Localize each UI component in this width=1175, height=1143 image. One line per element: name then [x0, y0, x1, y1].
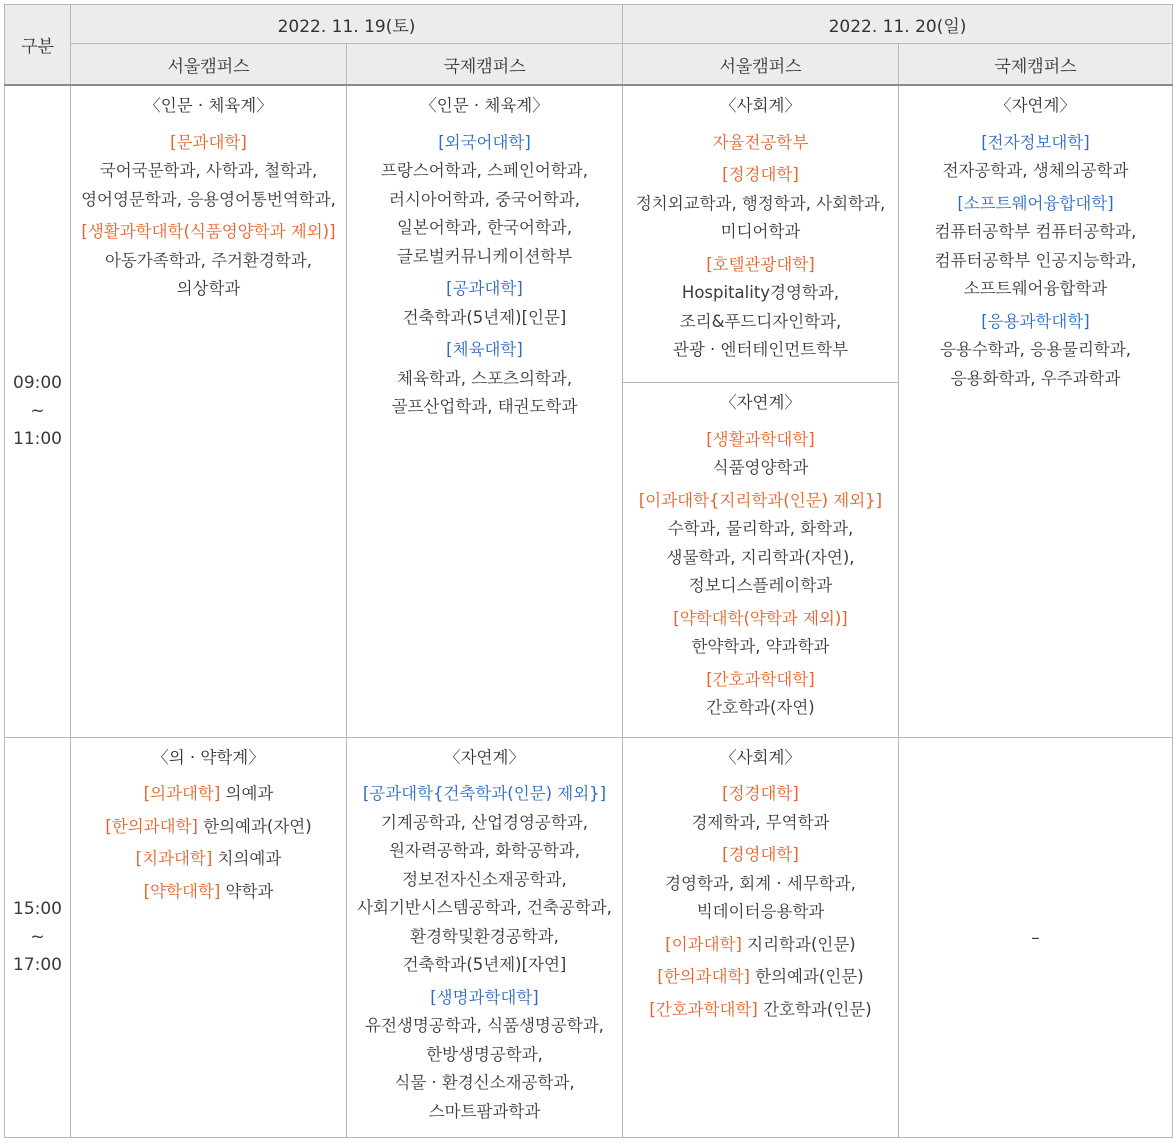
- college-name: [공과대학{건축학과(인문) 제외}]: [362, 784, 607, 803]
- schedule-cell: [71, 737, 347, 1137]
- schedule-subcell: [623, 382, 898, 727]
- college-name: [의과대학]: [143, 784, 221, 803]
- college-name: [약학대학]: [143, 881, 221, 901]
- schedule-subcell: [623, 86, 898, 382]
- department-line: 체육학과, 스포츠의학과,: [396, 368, 573, 388]
- exam-schedule-table: [4, 4, 1173, 1138]
- department-line: 한약학과, 약과학과: [691, 637, 830, 656]
- schedule-row: [5, 737, 1173, 1137]
- campus-header-1: 서울캠퍼스: [71, 44, 347, 86]
- department-text: 약학과: [220, 881, 274, 901]
- group-heading: 〈자연계〉: [720, 393, 801, 412]
- department-line: 사회기반시스템공학과, 건축공학과,: [357, 898, 612, 917]
- department-line: 간호학과(자연): [706, 698, 815, 717]
- time-text: 15:00: [13, 899, 62, 919]
- department-line: 조리&푸드디자인학과,: [679, 311, 842, 331]
- department-line: 러시아어학과, 중국어학과,: [388, 189, 581, 209]
- department-line: 환경학및환경공학과,: [410, 926, 559, 946]
- department-line: 골프산업학과, 태권도학과: [391, 397, 578, 416]
- department-line: 미디어학과: [720, 222, 801, 241]
- department-line: 건축학과(5년제)[자연]: [402, 955, 567, 974]
- department-line: 스마트팜과학과: [428, 1101, 541, 1121]
- department-line: 아동가족학과, 주거환경학과,: [104, 250, 312, 270]
- campus-header-3: 서울캠퍼스: [623, 44, 899, 86]
- department-line: 국어국문학과, 사학과, 철학과,: [99, 161, 318, 180]
- empty-dash: –: [1031, 927, 1040, 947]
- department-line: 빅데이터응용학과: [696, 902, 825, 921]
- schedule-row: [5, 85, 1173, 737]
- college-name: [간호과학대학]: [706, 669, 815, 689]
- college-inline-line: [625, 963, 896, 992]
- group-heading: 〈자연계〉: [444, 747, 525, 767]
- time-text: 09:00: [13, 373, 62, 394]
- time-text: ~: [30, 927, 45, 947]
- college-name: [이과대학{지리학과(인문) 제외}]: [638, 490, 883, 510]
- schedule-cell: [71, 85, 347, 737]
- department-text: 지리학과(인문): [741, 934, 856, 954]
- college-name: [치과대학]: [135, 849, 213, 868]
- department-line: 정보디스플레이학과: [688, 576, 833, 595]
- college-name: [생활과학대학]: [706, 429, 815, 449]
- time-text: ~: [30, 401, 45, 422]
- group-heading: 〈의 · 약학계〉: [152, 747, 265, 767]
- schedule-cell: [899, 85, 1173, 737]
- college-name: [약학대학(약학과 제외)]: [673, 608, 848, 628]
- department-line: 정치외교학과, 행정학과, 사회학과,: [635, 193, 886, 213]
- date-header-2: 2022. 11. 20(일): [623, 5, 1173, 44]
- schedule-cell: [347, 737, 623, 1137]
- department-line: 원자력공학과, 화학공학과,: [388, 841, 581, 860]
- schedule-cell: [347, 85, 623, 737]
- college-name: [간호과학대학]: [649, 999, 758, 1019]
- schedule-cell: [623, 737, 899, 1137]
- college-name: [공과대학]: [446, 279, 523, 298]
- college-inline-line: [73, 813, 344, 842]
- college-inline-line: [625, 931, 896, 960]
- college-name: [소프트웨어융합대학]: [957, 193, 1114, 213]
- department-line: 전자공학과, 생체의공학과: [942, 161, 1129, 180]
- department-line: 응용화학과, 우주과학과: [950, 368, 1121, 388]
- department-line: 식물 · 환경신소재공학과,: [394, 1073, 575, 1092]
- department-line: 경제학과, 무역학과: [691, 812, 830, 832]
- college-name: [경영대학]: [722, 845, 799, 864]
- department-text: 한의예과(인문): [749, 967, 864, 986]
- college-name: [체육대학]: [446, 340, 523, 359]
- time-cell: [5, 737, 71, 1137]
- college-name: [문과대학]: [170, 132, 247, 152]
- department-line: 생물학과, 지리학과(자연),: [666, 547, 855, 567]
- college-name: [호텔관광대학]: [706, 254, 815, 274]
- department-line: 경영학과, 회계 · 세무학과,: [665, 873, 856, 893]
- group-heading: 〈인문 · 체육계〉: [420, 96, 549, 115]
- college-inline-line: [73, 878, 344, 907]
- campus-header-4: 국제캠퍼스: [899, 44, 1173, 86]
- department-line: 일본어학과, 한국어학과,: [396, 218, 573, 237]
- schedule-cell: [899, 737, 1173, 1137]
- group-heading: 〈인문 · 체육계〉: [144, 96, 273, 115]
- category-header: 구분: [5, 5, 71, 86]
- college-name: [외국어대학]: [438, 132, 531, 152]
- schedule-cell: [623, 85, 899, 737]
- college-inline-line: [73, 780, 344, 809]
- college-name: [정경대학]: [722, 165, 799, 184]
- college-name: [생활과학대학(식품영양학과 제외)]: [81, 222, 336, 241]
- date-header-1: 2022. 11. 19(토): [71, 5, 623, 44]
- department-line: 유전생명공학과, 식품생명공학과,: [365, 1016, 604, 1035]
- department-line: Hospitality경영학과,: [681, 283, 840, 302]
- college-name: [정경대학]: [722, 784, 799, 803]
- time-text: 11:00: [13, 429, 62, 450]
- department-text: 의예과: [220, 784, 274, 803]
- department-text: 간호학과(인문): [757, 999, 872, 1019]
- department-line: 관광 · 엔터테인먼트학부: [672, 340, 849, 359]
- campus-header-2: 국제캠퍼스: [347, 44, 623, 86]
- department-line: 컴퓨터공학부 인공지능학과,: [934, 250, 1137, 270]
- group-heading: 〈사회계〉: [720, 96, 801, 115]
- time-cell: [5, 85, 71, 737]
- college-name: [응용과학대학]: [981, 311, 1090, 331]
- group-heading: 〈자연계〉: [995, 96, 1076, 115]
- department-text: 한의예과(자연): [197, 816, 312, 836]
- department-line: 영어영문학과, 응용영어통번역학과,: [81, 189, 336, 209]
- college-name: [한의과대학]: [657, 967, 750, 986]
- department-line: 컴퓨터공학부 컴퓨터공학과,: [934, 222, 1137, 241]
- department-line: 프랑스어학과, 스페인어학과,: [380, 161, 588, 180]
- group-heading: 〈사회계〉: [720, 747, 801, 767]
- department-line: 기계공학과, 산업경영공학과,: [380, 812, 588, 832]
- department-line: 건축학과(5년제)[인문]: [402, 307, 567, 327]
- college-name: [한의과대학]: [105, 816, 198, 836]
- time-text: 17:00: [13, 955, 62, 975]
- department-line: 식품영양학과: [712, 458, 809, 477]
- department-line: 응용수학과, 응용물리학과,: [939, 340, 1132, 359]
- department-line: 글로벌커뮤니케이션학부: [396, 246, 573, 266]
- department-line: 수학과, 물리학과, 화학과,: [667, 519, 854, 538]
- department-line: 정보전자신소재공학과,: [402, 869, 567, 889]
- department-line: 소프트웨어융합학과: [963, 279, 1108, 298]
- college-name: 자율전공학부: [712, 132, 809, 152]
- department-line: 의상학과: [176, 279, 241, 298]
- college-name: [전자정보대학]: [981, 132, 1090, 152]
- department-line: 한방생명공학과,: [426, 1044, 543, 1064]
- college-name: [생명과학대학]: [430, 987, 539, 1007]
- college-name: [이과대학]: [665, 934, 742, 954]
- college-inline-line: [625, 996, 896, 1025]
- department-text: 치의예과: [212, 849, 282, 868]
- college-inline-line: [73, 845, 344, 874]
